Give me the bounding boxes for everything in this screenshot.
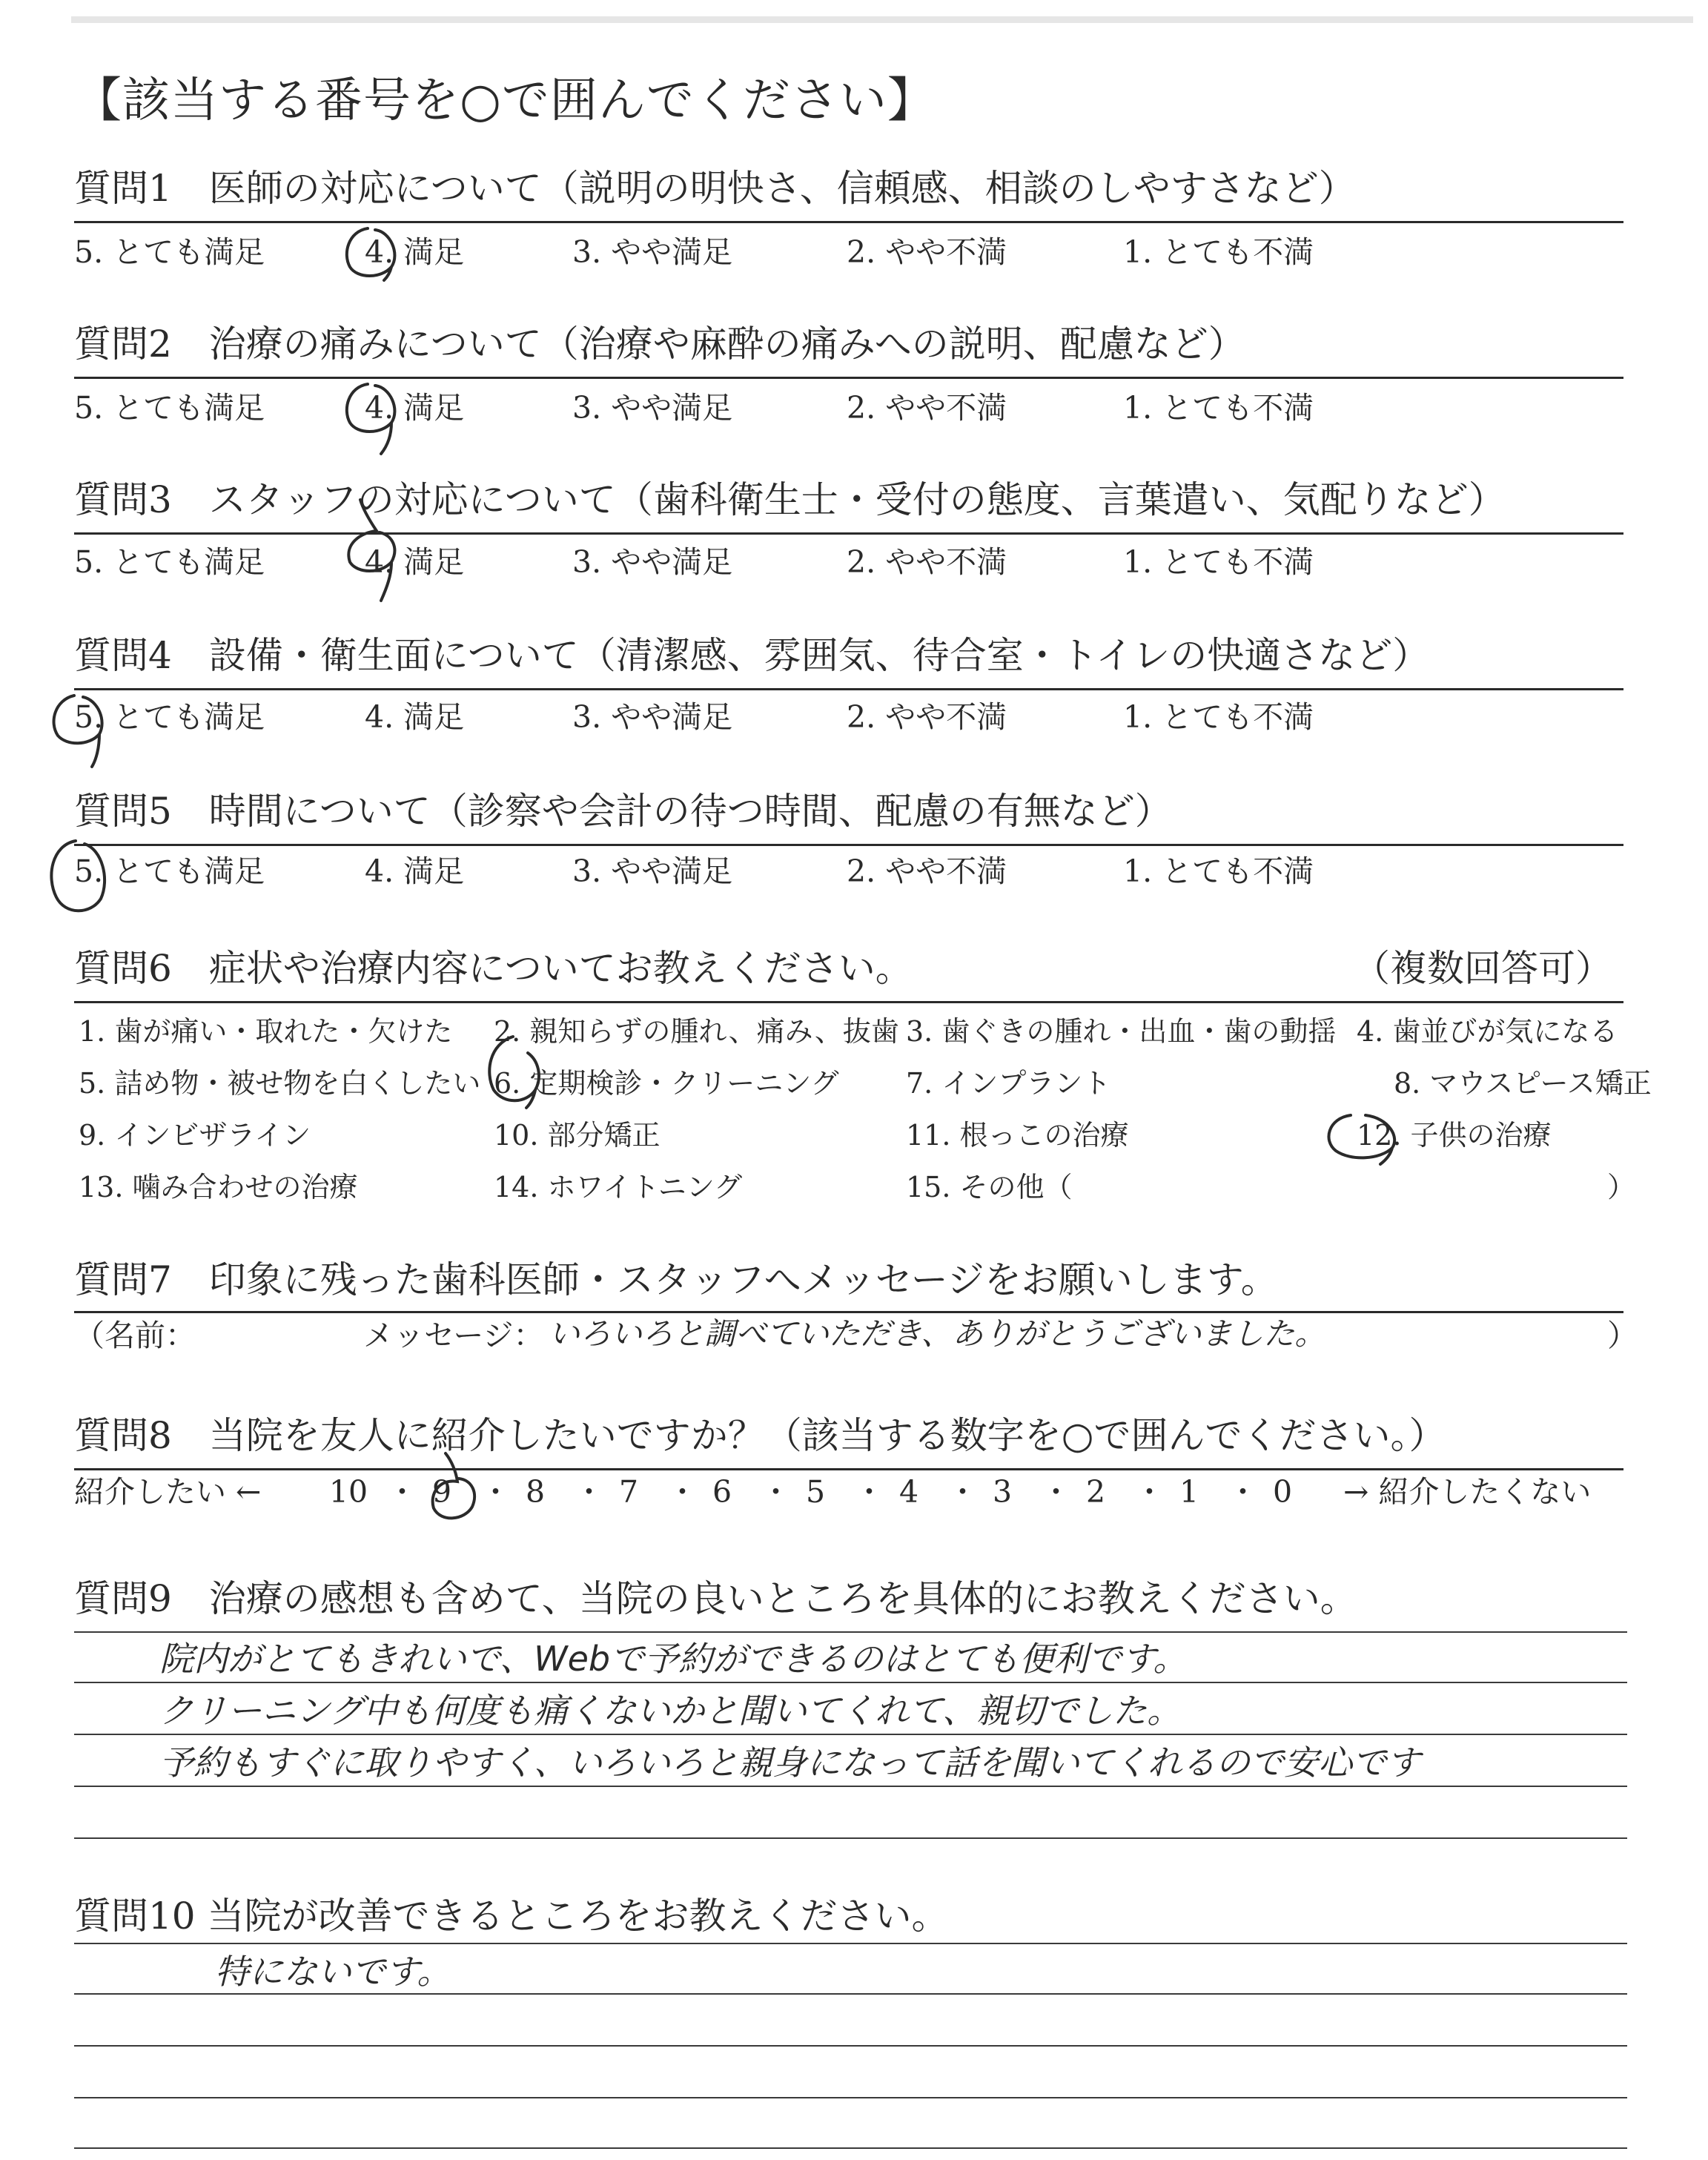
q6-option-5[interactable]: 5. 詰め物・被せ物を白くしたい <box>79 1067 481 1100</box>
q8-number-6[interactable]: 6 <box>712 1474 732 1510</box>
q4-option-1[interactable]: 1. とても不満 <box>1123 699 1314 735</box>
question-2-rule <box>74 377 1623 379</box>
q7-message-label: メッセージ： <box>363 1318 544 1353</box>
q8-separator-dot: ・ <box>761 1474 791 1510</box>
q4-option-5[interactable]: 5. とても満足 <box>74 699 265 735</box>
q8-separator-dot: ・ <box>667 1474 698 1510</box>
question-7-title: 質問7 印象に残った歯科医師・スタッフへメッセージをお願いします。 <box>74 1258 1278 1301</box>
q8-left-label: 紹介したい ← <box>74 1474 262 1510</box>
q6-option-9[interactable]: 9. インビザライン <box>79 1119 311 1152</box>
question-6-rule <box>74 1001 1623 1003</box>
q10-line-4 <box>74 2097 1627 2098</box>
q6-option-6[interactable]: 6. 定期検診・クリーニング <box>494 1067 839 1100</box>
q9-answer-line-1[interactable]: 院内がとてもきれいで、Webで予約ができるのはとても便利です。 <box>159 1639 1188 1679</box>
q4-option-2[interactable]: 2. やや不満 <box>847 699 1007 735</box>
q6-option-15-close: ） <box>1607 1171 1636 1203</box>
q6-option-2[interactable]: 2. 親知らずの腫れ、痛み、抜歯 <box>494 1015 899 1048</box>
question-3-rule <box>74 532 1623 535</box>
q6-selection-circle-6 <box>474 1031 549 1112</box>
q8-separator-dot: ・ <box>387 1474 417 1510</box>
question-5-title: 質問5 時間について（診察や会計の待つ時間、配慮の有無など） <box>74 790 1172 833</box>
q3-selection-circle <box>338 489 405 608</box>
q8-separator-dot: ・ <box>947 1474 978 1510</box>
question-8-rule <box>74 1468 1623 1470</box>
q3-option-5[interactable]: 5. とても満足 <box>74 544 265 580</box>
q8-separator-dot: ・ <box>1228 1474 1258 1510</box>
q2-option-4[interactable]: 4. 満足 <box>365 390 465 426</box>
q6-option-4[interactable]: 4. 歯並びが気になる <box>1357 1015 1618 1048</box>
q9-line-1 <box>74 1631 1627 1633</box>
question-4-rule <box>74 688 1623 690</box>
q2-option-1[interactable]: 1. とても不満 <box>1123 390 1314 426</box>
question-2-title: 質問2 治療の痛みについて（治療や麻酔の痛みへの説明、配慮など） <box>74 323 1245 366</box>
q8-right-label: → 紹介したくない <box>1343 1474 1592 1510</box>
q8-separator-dot: ・ <box>854 1474 884 1510</box>
q10-line-1 <box>74 1943 1627 1944</box>
q6-option-3[interactable]: 3. 歯ぐきの腫れ・出血・歯の動揺 <box>906 1015 1337 1048</box>
q4-selection-circle <box>44 688 119 770</box>
q3-option-1[interactable]: 1. とても不満 <box>1123 544 1314 580</box>
q2-option-5[interactable]: 5. とても満足 <box>74 390 265 426</box>
q8-separator-dot: ・ <box>574 1474 604 1510</box>
q1-option-5[interactable]: 5. とても満足 <box>74 234 265 270</box>
question-9-title: 質問9 治療の感想も含めて、当院の良いところを具体的にお教えください。 <box>74 1577 1357 1620</box>
q8-separator-dot: ・ <box>1041 1474 1071 1510</box>
q6-option-14[interactable]: 14. ホワイトニング <box>494 1171 743 1203</box>
q9-answer-line-3[interactable]: 予約もすぐに取りやすく、いろいろと親身になって話を聞いてくれるので安心です <box>159 1743 1421 1783</box>
q6-option-7[interactable]: 7. インプラント <box>906 1067 1111 1100</box>
q4-option-4[interactable]: 4. 満足 <box>365 699 465 735</box>
q4-option-3[interactable]: 3. やや満足 <box>572 699 733 735</box>
q5-option-2[interactable]: 2. やや不満 <box>847 853 1007 889</box>
question-8-title: 質問8 当院を友人に紹介したいですか？（該当する数字を○で囲んでください。） <box>74 1414 1446 1457</box>
q10-line-3 <box>74 2045 1627 2047</box>
q2-option-2[interactable]: 2. やや不満 <box>847 390 1007 426</box>
q6-option-15[interactable]: 15. その他（ <box>906 1171 1073 1203</box>
q8-separator-dot: ・ <box>480 1474 511 1510</box>
q1-option-1[interactable]: 1. とても不満 <box>1123 234 1314 270</box>
q8-number-10[interactable]: 10 <box>328 1474 368 1510</box>
question-10-title: 質問10 当院が改善できるところをお教えください。 <box>74 1895 949 1938</box>
question-4-title: 質問4 設備・衛生面について（清潔感、雰囲気、待合室・トイレの快適さなど） <box>74 634 1430 677</box>
q3-option-4[interactable]: 4. 満足 <box>365 544 465 580</box>
q1-option-2[interactable]: 2. やや不満 <box>847 234 1007 270</box>
question-3-title: 質問3 スタッフの対応について（歯科衛生士・受付の態度、言葉遣い、気配りなど） <box>74 478 1506 521</box>
q8-number-4[interactable]: 4 <box>898 1474 919 1510</box>
question-1-rule <box>74 221 1623 223</box>
q9-line-4 <box>74 1786 1627 1787</box>
q6-option-13[interactable]: 13. 噛み合わせの治療 <box>79 1171 358 1203</box>
q5-option-3[interactable]: 3. やや満足 <box>572 853 733 889</box>
q9-line-5 <box>74 1837 1627 1839</box>
q6-option-1[interactable]: 1. 歯が痛い・取れた・欠けた <box>79 1015 453 1048</box>
q8-number-7[interactable]: 7 <box>618 1474 639 1510</box>
q8-number-2[interactable]: 2 <box>1085 1474 1106 1510</box>
q6-selection-circle-12 <box>1321 1108 1403 1167</box>
question-6-note: （複数回答可） <box>1353 947 1612 990</box>
q1-option-4[interactable]: 4. 満足 <box>365 234 465 270</box>
question-1-title: 質問1 医師の対応について（説明の明快さ、信頼感、相談のしやすさなど） <box>74 167 1356 210</box>
q5-selection-circle <box>43 835 117 924</box>
q10-line-5 <box>74 2147 1627 2149</box>
q1-selection-circle <box>338 224 405 283</box>
q1-option-3[interactable]: 3. やや満足 <box>572 234 733 270</box>
q3-option-3[interactable]: 3. やや満足 <box>572 544 733 580</box>
question-7-rule <box>74 1311 1623 1313</box>
q6-option-12[interactable]: 12. 子供の治療 <box>1357 1119 1552 1152</box>
q7-close-paren: ） <box>1607 1318 1638 1353</box>
q2-selection-circle <box>338 380 405 458</box>
page-top-edge <box>71 16 1693 23</box>
q6-option-8[interactable]: 8. マウスピース矯正 <box>1394 1067 1652 1100</box>
q8-separator-dot: ・ <box>1134 1474 1165 1510</box>
question-6-title: 質問6 症状や治療内容についてお教えください。 <box>74 947 913 990</box>
q5-option-1[interactable]: 1. とても不満 <box>1123 853 1314 889</box>
q5-option-5[interactable]: 5. とても満足 <box>74 853 265 889</box>
q8-selection-circle <box>419 1439 486 1527</box>
q8-number-9[interactable]: 9 <box>431 1474 452 1510</box>
q8-number-5[interactable]: 5 <box>805 1474 826 1510</box>
q8-number-8[interactable]: 8 <box>525 1474 546 1510</box>
q6-option-10[interactable]: 10. 部分矯正 <box>494 1119 661 1152</box>
q9-answer-line-2[interactable]: クリーニング中も何度も痛くないかと聞いてくれて、親切でした。 <box>159 1691 1182 1731</box>
q8-number-1[interactable]: 1 <box>1179 1474 1199 1510</box>
q8-number-3[interactable]: 3 <box>992 1474 1013 1510</box>
q6-option-11[interactable]: 11. 根っこの治療 <box>906 1119 1129 1152</box>
q5-option-4[interactable]: 4. 満足 <box>365 853 465 889</box>
q8-number-0[interactable]: 0 <box>1272 1474 1293 1510</box>
q7-message-text[interactable]: いろいろと調べていただき、ありがとうございました。 <box>549 1315 1326 1352</box>
page-title: 【該当する番号を○で囲んでください】 <box>74 73 936 128</box>
q10-line-2 <box>74 1993 1627 1995</box>
q9-line-2 <box>74 1682 1627 1683</box>
q9-line-3 <box>74 1734 1627 1735</box>
q2-option-3[interactable]: 3. やや満足 <box>572 390 733 426</box>
question-5-rule <box>74 844 1623 846</box>
q7-name-label: （名前： <box>74 1318 196 1353</box>
q3-option-2[interactable]: 2. やや不満 <box>847 544 1007 580</box>
q10-answer[interactable]: 特にないです。 <box>215 1952 451 1992</box>
